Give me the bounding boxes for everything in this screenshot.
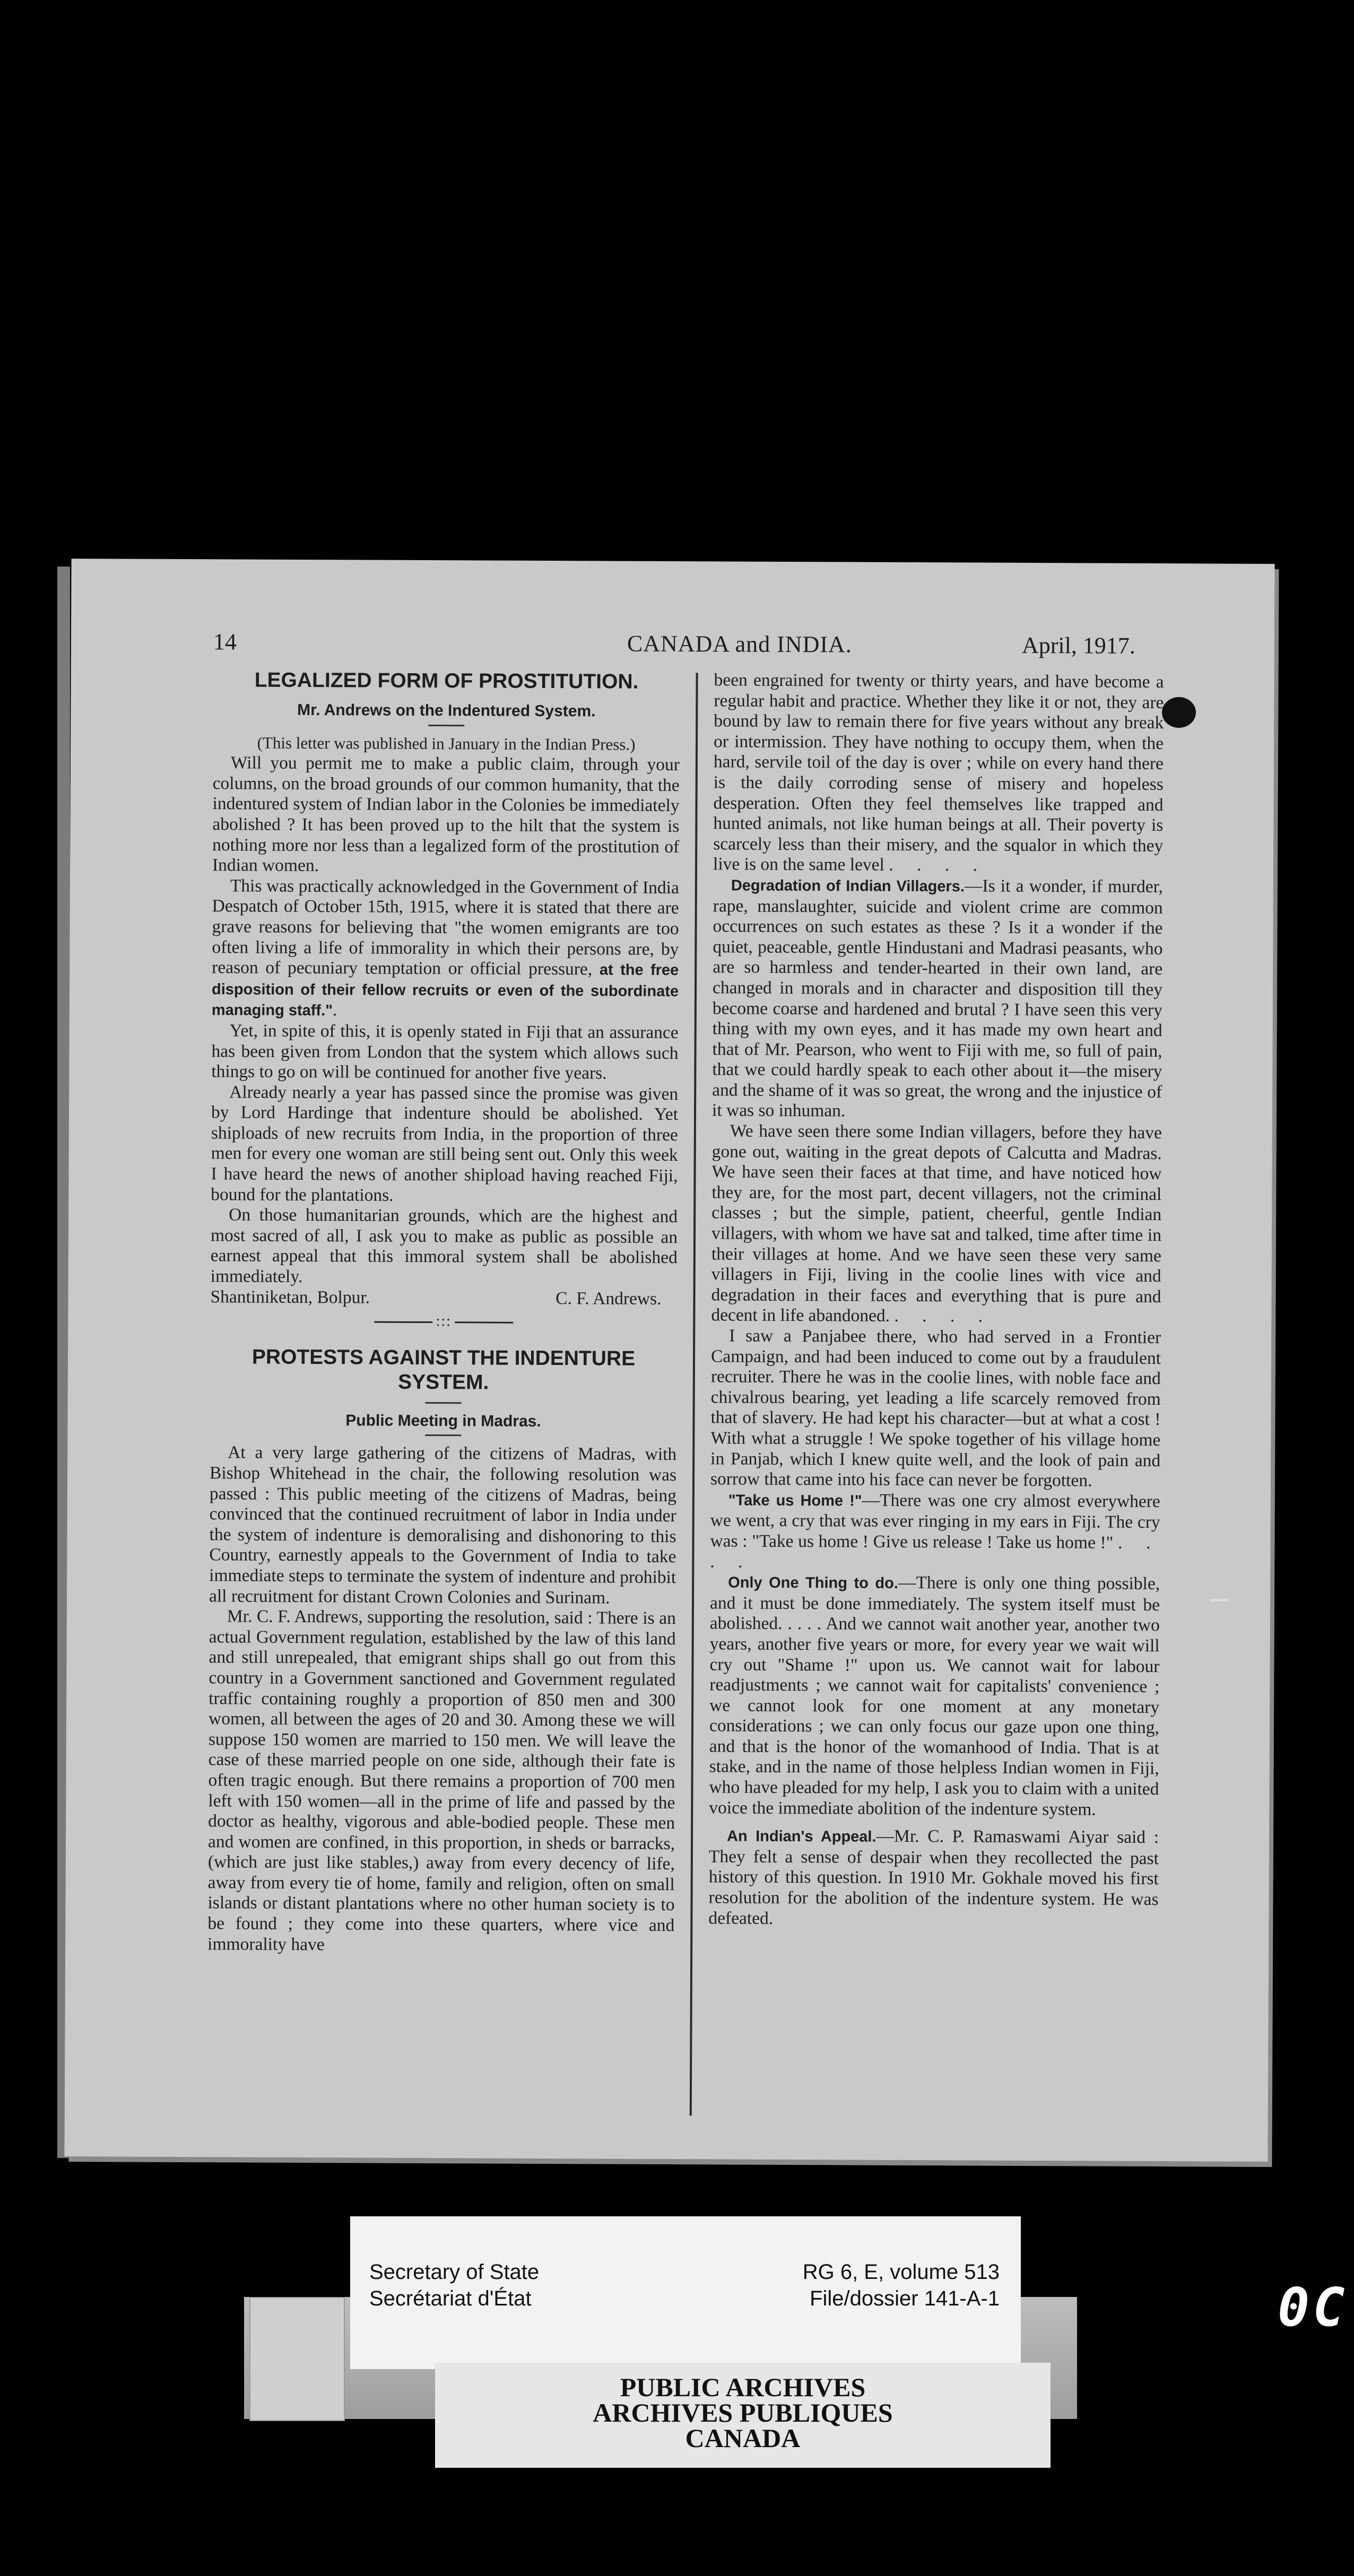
publication-title: CANADA and INDIA. — [627, 630, 852, 658]
archive-department: Secretary of State Secrétariat d'État — [369, 2260, 540, 2310]
archive-clip-tab — [249, 2297, 345, 2421]
left-column — [207, 668, 680, 1956]
archive-reference-card — [350, 2216, 1021, 2369]
article1-paragraph: Will you permit me to make a public claim, through your columns, on the broad grounds of our common humanity, that the indentured system of Indian labor in the Colonies be immediately abolished ? It has been proved up to the hilt that the system is nothing more nor less than a legalized form of the prostitution of Indian women. — [212, 753, 680, 876]
newspaper-page — [64, 559, 1274, 2162]
article1-note: (This letter was published in January in the Indian Press.) — [257, 733, 636, 754]
article2-paragraph: Mr. C. F. Andrews, supporting the resolution, said : There is an actual Government regulation, established by the law of this land and still unrepealed, that emigrant ships shall go out from this country in a Government sanctioned and Government regulated traffic containing roughly a proportion of 850 men and 300 women, all between the ages of 20 and 30. Among these we will suppose 150 women are married to 150 men. We will leave the case of these married people on one side, although their fate is often tragic enough. But there remains a proportion of 700 men left with 150 women—all in the prime of life and passed by the doctor as healthy, vigorous and able-bodied people. These men and women are confined, in this proportion, in sheds or barracks, (which are just like stables,) away from every decency of life, away from every tie of home, family and religion, often on small islands or distant plantations where no other human society is to be found ; they come into these quarters, where vice and immorality have — [207, 1606, 676, 1954]
right-column — [708, 670, 1164, 1930]
article2-headline: PROTESTS AGAINST THE INDENTURE SYSTEM. — [251, 1345, 636, 1394]
section-lead: Only One Thing to do. — [728, 1574, 899, 1592]
article1-paragraph: Yet, in spite of this, it is openly stated in Fiji that an assurance has been given from London that the system which allows such things to go on will be continued for another five years. — [211, 1021, 679, 1083]
article1-paragraph: This was practically acknowledged in the Government of India Despatch of October 15th, 1915, where it is stated that there are grave reasons for believing that "the women emigrants are too often living a life of immorality in which their persons are, by reason of pecuniary temptation or official pressure, at the free disposition of their fellow recruits or even of the subordinate managing staff.". — [211, 876, 679, 1020]
article2-paragraph: At a very large gathering of the citizens of Madras, with Bishop Whitehead in the chair, the following resolution was passed : This public meeting of the citizens of Madras, being convinced that the continued recruitment of labor in India under the system of indenture is demoralising and dishonoring to this Country, earnestly appeals to the Government of India to take immediate steps to terminate the system of indenture and prohibit all recruitment for distant Crown Colonies and Surinam. — [209, 1442, 677, 1608]
right-paragraph: I saw a Panjabee there, who had served in a Frontier Campaign, and had been induced to come out by a fraudulent recruiter. There he was in the coolie lines, with noble face and chivalrous bearing, yet leading a life scarcely removed from that of slavery. He had kept his character—but at what a cost ! With what a struggle ! We spoke together of his village home in Panjab, which I knew quite well, and the look of pain and sorrow that came into his face can never be forgotten. — [710, 1326, 1161, 1491]
right-paragraph: "Take us Home !"—There was one cry almost everywhere we went, a cry that was ever ringing in my ears in Fiji. The cry was : "Take us home ! Give us release ! Take us home !" . . . . — [710, 1490, 1160, 1572]
right-paragraph: Degradation of Indian Villagers.—Is it a wonder, if murder, rape, manslaughter, suicide and violent crime are common occurrences on such estates as these ? Is it a wonder if the quiet, peaceable, gentle Hindustani and Madrasi peasants, who are so harmless and tender-hearted in their own land, are changed in morals and in character and disposition till they become coarse and hardened and brutal ? I have seen this very thing with my own eyes, and it has made my own heart and that of Mr. Pearson, who went to Fiji with me, so full of pain, that we could hardly speak to each other about it—the misery and the shame of it was so great, the wrong and the injustice of it was so inhuman. — [711, 876, 1163, 1121]
divider-dash — [426, 1402, 462, 1404]
signature-place: Shantiniketan, Bolpur. — [210, 1286, 370, 1308]
article2-subhead: Public Meeting in Madras. — [345, 1412, 541, 1430]
article-separator: ::: — [210, 1310, 677, 1333]
article1-bold-quote: at the free disposition of their fellow recruits or even of the subordinate managing staff." — [211, 961, 679, 1020]
issue-date: April, 1917. — [1021, 632, 1135, 659]
punch-hole — [1162, 697, 1196, 728]
microfilm-frame-code: 0C — [1278, 2276, 1348, 2338]
column-divider — [690, 673, 698, 2116]
section-lead: "Take us Home !" — [728, 1492, 862, 1510]
article1-paragraph: Already nearly a year has passed since the promise was given by Lord Hardinge that indenture should be abolished. Yet shiploads of new recruits from India, in the proportion of three men for every one woman are still being sent out. Only this week I have heard the news of another shipload having reached Fiji, bound for the plantations. — [211, 1082, 679, 1205]
section-lead: An Indian's Appeal. — [727, 1827, 876, 1846]
divider-dash — [425, 1434, 461, 1436]
margin-tick — [1210, 1599, 1229, 1602]
right-paragraph: been engrained for twenty or thirty years, and have become a regular habit and practice. Whether they like it or not, they are bound by law to remain there for five years without any break or intermission. They have nothing to occupy them, when the hard, servile toil of the day is over ; while on every hand there is the daily corroding sense of misery and hopeless desperation. Often they feel themselves like trapped and hunted animals, not like human beings at all. Their poverty is scarcely less than their misery, and the squalor in which they live is on the same level . . . . — [713, 670, 1164, 875]
article1-signature — [210, 1287, 677, 1309]
section-lead: Degradation of Indian Villagers. — [731, 877, 965, 895]
page-header — [213, 628, 1135, 664]
article1-paragraph: On those humanitarian grounds, which are the highest and most sacred of all, I ask you to make as public as possible an earnest appeal that this immoral system shall be abolished immediately. — [210, 1205, 678, 1287]
divider-dash — [428, 725, 464, 726]
signature-name: C. F. Andrews. — [556, 1288, 662, 1309]
article1-subhead: Mr. Andrews on the Indentured System. — [297, 701, 596, 720]
archive-band-text: PUBLIC ARCHIVES ARCHIVES PUBLIQUES CANADA — [593, 2372, 893, 2453]
right-paragraph: Only One Thing to do.—There is only one thing possible, and it must be done immediately. The system itself must be abolished. . . . . And we cannot wait another year, another two years, another five years or more, for every year we wait will cry out "Shame !" upon us. We cannot wait for labour readjustments ; we cannot wait for capitalists' convenience ; we cannot look for one moment at any monetary considerations ; we can only focus our gaze upon one thing, and that is the honor of the womanhood of India. That is at stake, and in the name of those helpless Indian women in Fiji, who have pleaded for my help, I ask you to claim with a united voice the immediate abolition of the indenture system. — [709, 1573, 1160, 1820]
article1-headline: LEGALIZED FORM OF PROSTITUTION. — [254, 668, 639, 693]
right-paragraph: We have seen there some Indian villagers, before they have gone out, waiting in the great depots of Calcutta and Madras. We have seen their faces at that time, and have noticed how they are, for the most part, decent villagers, not the criminal classes ; but the simple, patient, cheerful, gentle Indian villagers, with whom we have sat and talked, time after time in their villages at home. And we have seen these very same villagers in Fiji, living in the coolie lines with vice and degradation in their faces and everything that is pure and decent in life abandoned. . . . . — [711, 1121, 1162, 1327]
archive-file-reference: RG 6, E, volume 513 File/dossier 141-A-1 — [802, 2260, 1000, 2310]
right-paragraph: An Indian's Appeal.—Mr. C. P. Ramaswami Aiyar said : They felt a sense of despair when they recollected the past history of this question. In 1910 Mr. Gokhale moved his first resolution for the abolition of the indenture system. He was defeated. — [708, 1826, 1159, 1928]
page-number: 14 — [213, 629, 237, 655]
